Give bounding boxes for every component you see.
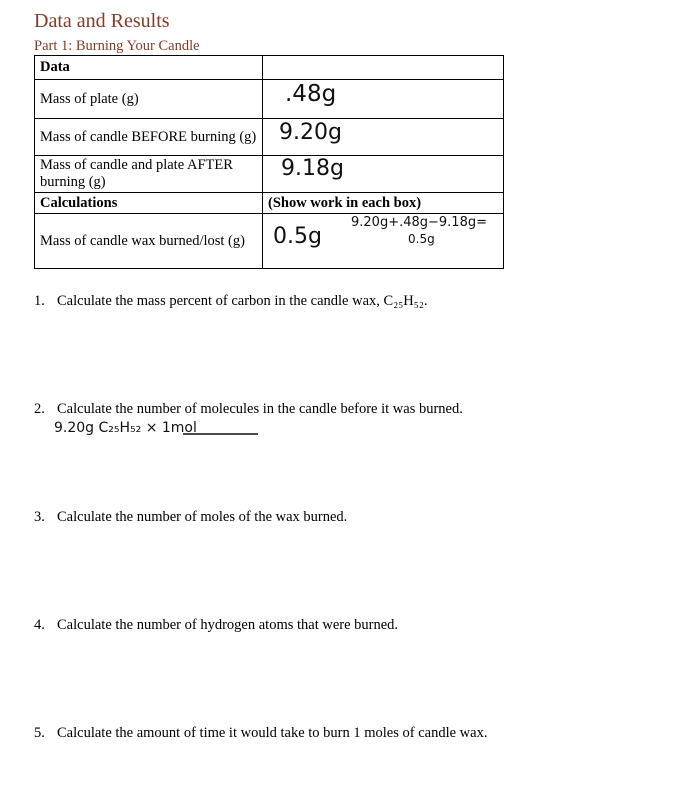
row-label: Mass of candle BEFORE burning (g): [35, 119, 263, 156]
question-1: [34, 293, 428, 310]
data-header-cell: Data: [35, 56, 263, 80]
show-work-note: (Show work in each box): [263, 193, 504, 214]
part-subheading: Part 1: Burning Your Candle: [34, 38, 200, 54]
row-value-cell[interactable]: [263, 119, 504, 156]
table-row: [35, 119, 504, 156]
question-number: 2.: [34, 401, 45, 417]
table-header-row: [35, 56, 504, 80]
question-2: [34, 401, 463, 418]
row-label: Mass of plate (g): [35, 80, 263, 119]
handwritten-after-mass: 9.18g: [281, 156, 344, 181]
question-text: Calculate the amount of time it would take to burn 1 moles of candle wax.: [57, 725, 488, 741]
empty-header-cell: [263, 56, 504, 80]
question-3: [34, 509, 347, 526]
handwritten-answer-2: 9.20g C₂₅H₅₂ × 1mol: [54, 420, 197, 436]
calculations-header-row: [35, 193, 504, 214]
calc-work-cell[interactable]: [263, 214, 504, 269]
table-row: [35, 214, 504, 269]
section-heading: Data and Results: [34, 10, 170, 32]
handwritten-work-line-1: 9.20g+.48g−9.18g=: [351, 215, 487, 230]
row-value-cell[interactable]: [263, 80, 504, 119]
handwritten-candle-before-mass: 9.20g: [279, 120, 342, 145]
handwritten-work-line-2: 0.5g: [408, 232, 435, 246]
handwritten-wax-lost: 0.5g: [273, 224, 322, 249]
question-text: Calculate the mass percent of carbon in the candle wax, C₂₅H₅₂.: [57, 293, 428, 309]
row-label: Mass of candle and plate AFTER burning (g): [35, 156, 263, 193]
question-text: Calculate the number of hydrogen atoms that were burned.: [57, 617, 399, 633]
row-label: Mass of candle wax burned/lost (g): [35, 214, 263, 269]
question-number: 4.: [34, 617, 45, 633]
table-row: [35, 156, 504, 193]
question-number: 3.: [34, 509, 45, 525]
calculations-header-cell: Calculations: [35, 193, 263, 214]
question-5: [34, 725, 487, 742]
question-number: 1.: [34, 293, 45, 309]
question-text: Calculate the number of moles of the wax burned.: [57, 509, 348, 525]
question-text: Calculate the number of molecules in the candle before it was burned.: [57, 401, 463, 417]
data-table: [34, 55, 504, 269]
question-4: [34, 617, 398, 634]
table-row: [35, 80, 504, 119]
row-value-cell[interactable]: [263, 156, 504, 193]
fraction-line: [183, 432, 259, 436]
handwritten-plate-mass: .48g: [285, 81, 337, 107]
question-number: 5.: [34, 725, 45, 741]
